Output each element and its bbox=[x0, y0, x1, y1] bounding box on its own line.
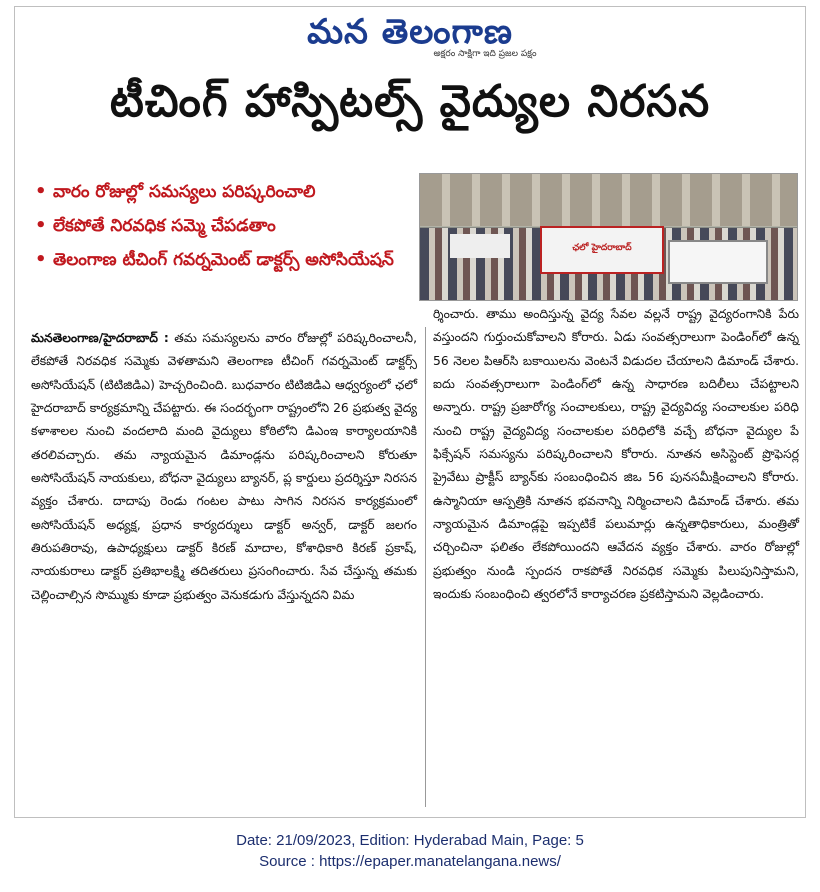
source-footer bbox=[0, 830, 820, 872]
article-column-1 bbox=[31, 327, 417, 607]
article-body-1: తమ సమస్యలను వారం రోజుల్లో పరిష్కరించాలనీ, లేకపోతే నిరవధిక సమ్మెకు వెళతామని తెలంగాణ టీచింగ్ గవర్నమెంట్ డాక్టర్స్ అసోసియేషన్ (టిటిజిడిఎ) హెచ్చరించింది. బుధవారం టిటిజిడిఎ ఆధ్వర్యంలో ఛలో హైదరాబాద్ కార్యక్రమాన్ని చేపట్టారు. ఈ సందర్భంగా రాష్ట్రంలోని 26 ప్రభుత్వ వైద్య కళాశాలల నుంచి వందలాది మంది వైద్యులు కోఠిలోని డిఎంఇ కార్యాలయానికి తరలివచ్చారు. తమ న్యాయమైన డిమాండ్లను పరిష్కరించాలని కోరుతూ అసోసియేషన్ నాయకులు, బోధనా వైద్యులు బ్యానర్, ప్ల కార్డులు ప్రదర్శిస్తూ నిరసన వ్యక్తం చేశారు. దాదాపు రెండు గంటల పాటు సాగిన నిరసన కార్యక్రమంలో అసోసియేషన్ అధ్యక్ష, ప్రధాన కార్యదర్శులు డాక్టర్ అన్వర్, డాక్టర్ జలగం తిరుపతిరావు, ఉపాధ్యక్షులు డాక్టర్ కిరణ్ మాదాల, కోశాధికారి కిరణ్ ప్రకాష్, నాయకురాలు డాక్టర్ ప్రతిభాలక్ష్మి తదితరులు ప్రసంగించారు. సేవ చేస్తున్న తమకు చెల్లించాల్సిన సొమ్ముకు కూడా ప్రభుత్వం వెనుకడుగు వేస్తున్నదని విమ bbox=[31, 331, 417, 602]
photo-building bbox=[420, 174, 797, 226]
summary-bullets bbox=[31, 175, 417, 277]
date-line: Date: 21/09/2023, Edition: Hyderabad Main, Page: 5 bbox=[236, 832, 584, 849]
newspaper-clipping bbox=[14, 6, 806, 818]
bullet-dot-icon: • bbox=[35, 249, 47, 270]
bullet-dot-icon: • bbox=[35, 215, 47, 236]
article-column-2 bbox=[433, 303, 799, 606]
brand-tagline: అక్షరం సాక్షిగా ఇది ప్రజల పక్షం bbox=[433, 49, 537, 59]
bullet-item: • లేకపోతే నిరవధిక సమ్మె చేపడతాం bbox=[31, 209, 417, 243]
headline: టీచింగ్ హాస్పిటల్స్ వైద్యుల నిరసన bbox=[109, 76, 711, 127]
brand-logo: మన తెలంగాణ bbox=[307, 12, 513, 52]
source-line: Source : https://epaper.manatelangana.news/ bbox=[259, 853, 561, 870]
bullet-item: • వారం రోజుల్లో సమస్యలు పరిష్కరించాలి bbox=[31, 175, 417, 209]
photo-placard bbox=[450, 234, 510, 258]
bullet-dot-icon: • bbox=[35, 181, 47, 202]
dateline: మనతెలంగాణ/హైదరాబాద్ : bbox=[31, 331, 169, 345]
photo-banner-secondary bbox=[668, 240, 768, 284]
article-body-2: ర్శించారు. తాము అందిస్తున్న వైద్య సేవల వల్లనే రాష్ట్ర వైద్యరంగానికి పేరు వస్తుందని గుర్తుంచుకోవాలని కోరారు. ఏడు సంవత్సరాలుగా పెండింగ్‌లో ఉన్న 56 నెలల పిఆర్‌సి బకాయిలను వెంటనే విడుదల చేయాలని డిమాండ్ చేశారు. ఐదు సంవత్సరాలుగా పెండింగ్‌లో ఉన్న సాధారణ బదిలీలు చేపట్టాలని అన్నారు. రాష్ట్ర ప్రజారోగ్య సంచాలకులు, రాష్ట్ర వైద్యవిద్య సంచాలకుల పరిధి నుంచి రాష్ట్ర వైద్యవిద్య సంచాలకుల పరిధిలోకి వచ్చే బోధనా వైద్యుల పే ఫిక్సేషన్ సమస్యను పరిష్కరించాలని కోరారు. నూతన అసిస్టెంట్ ప్రొఫెసర్ల ప్రైవేటు ప్రాక్టీస్ బ్యాన్‌కు సంబంధించిన జిఒ 56 పునసమీక్షించాలని కోరారు. ఉస్మానియా ఆస్పత్రికి నూతన భవనాన్ని నిర్మించాలని డిమాండ్ చేశారు. తమ న్యాయమైన డిమాండ్లపై ఇప్పటికే పలుమార్లు ఉన్నతాధికారులు, మంత్రితో చర్చించినా ఫలితం లేకపోయిందని ఆవేదన వ్యక్తం చేశారు. వారం రోజుల్లో ప్రభుత్వం నుండి స్పందన రాకపోతే నిరవధిక సమ్మెకు పిలుపునిస్తామని, ఇందుకు సంబంధించి త్వరలోనే కార్యాచరణ ప్రకటిస్తామని వెల్లడించారు. bbox=[433, 307, 799, 602]
photo-banner: ఛలో హైదరాబాద్ bbox=[540, 226, 664, 274]
masthead bbox=[15, 13, 805, 61]
column-divider bbox=[425, 327, 426, 807]
protest-photo bbox=[419, 173, 798, 301]
bullet-item: • తెలంగాణ టీచింగ్ గవర్నమెంట్ డాక్టర్స్ అసోసియేషన్ bbox=[31, 243, 417, 277]
